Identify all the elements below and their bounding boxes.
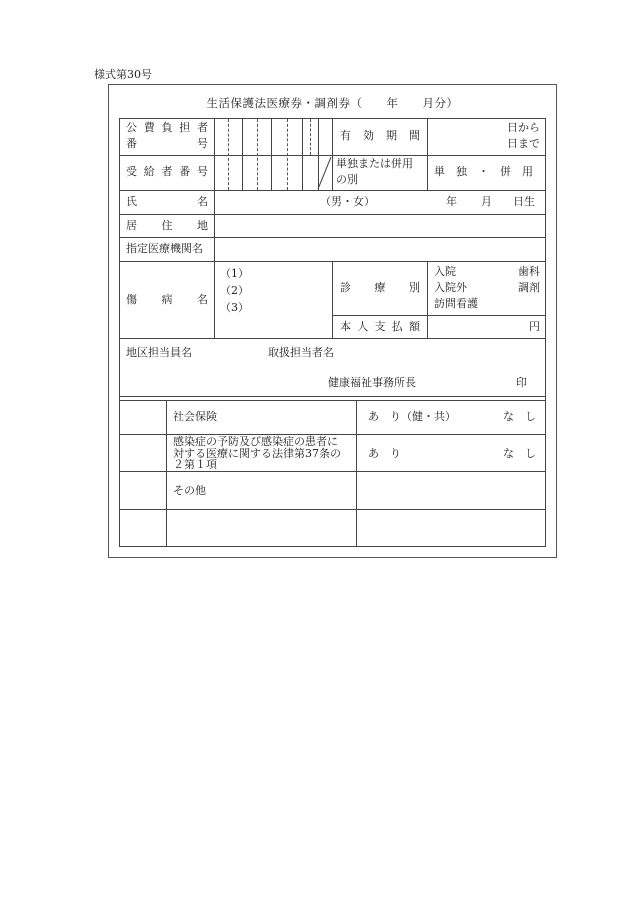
recipient-number-label: 受 給 者 番 号 [126,165,208,178]
seal-mark: 印 [516,376,527,389]
self-pay-label: 本 人 支 払 額 [340,320,420,333]
home-nursing-option: 訪問看護 [434,297,478,310]
payer-number-label-1: 公 費 負 担 者 [126,121,208,134]
social-insurance-label: 社会保険 [173,410,217,423]
disease-item-2: （2） [220,284,249,297]
treatment-type-label: 診 療 別 [340,281,420,294]
dispensing-option: 調剤 [518,281,540,294]
form-title: 生活保護法医療券・調剤券（ 年 月分） [206,96,459,110]
institution-label: 指定医療機関名 [126,242,203,255]
gender-field: （男・女） [320,195,375,208]
validity-from: 日から [507,121,540,134]
director-label: 健康福祉事務所長 [328,376,416,389]
social-insurance-no: な し [503,410,536,423]
validity-label: 有 効 期 間 [340,129,420,142]
disease-label: 傷 病 名 [126,293,208,306]
dental-option: 歯科 [518,265,540,278]
inpatient-option: 入院 [434,265,456,278]
form-number: 様式第30号 [94,68,152,81]
validity-to: 日まで [507,137,540,150]
district-officer-label: 地区担当員名 [126,346,192,359]
single-or-combined-label-1: 単独または併用 [336,157,413,170]
self-pay-unit: 円 [529,320,540,333]
outpatient-option: 入院外 [434,281,467,294]
social-insurance-yes: あ り（健・共） [368,410,456,423]
birth-day: 日生 [513,195,535,208]
infection-law-line-3: ２第１項 [173,458,217,471]
birth-year: 年 [446,195,457,208]
disease-item-3: （3） [220,301,249,314]
infection-law-line-1: 感染症の予防及び感染症の患者に [173,435,338,448]
other-label: その他 [173,484,206,497]
handling-officer-label: 取扱担当者名 [268,346,334,359]
birth-month: 月 [481,195,492,208]
single-or-combined-value: 単 独 ・ 併 用 [434,165,533,178]
infection-law-line-2: 対する医療に関する法律第37条の [173,446,341,460]
residence-label: 居 住 地 [126,219,208,232]
disease-item-1: （1） [220,267,249,280]
name-label: 氏 名 [126,195,208,208]
infection-law-yes: あ り [368,447,401,460]
single-or-combined-label-2: の別 [336,173,358,186]
infection-law-no: な し [503,447,536,460]
payer-number-label-2: 番 号 [126,137,208,150]
